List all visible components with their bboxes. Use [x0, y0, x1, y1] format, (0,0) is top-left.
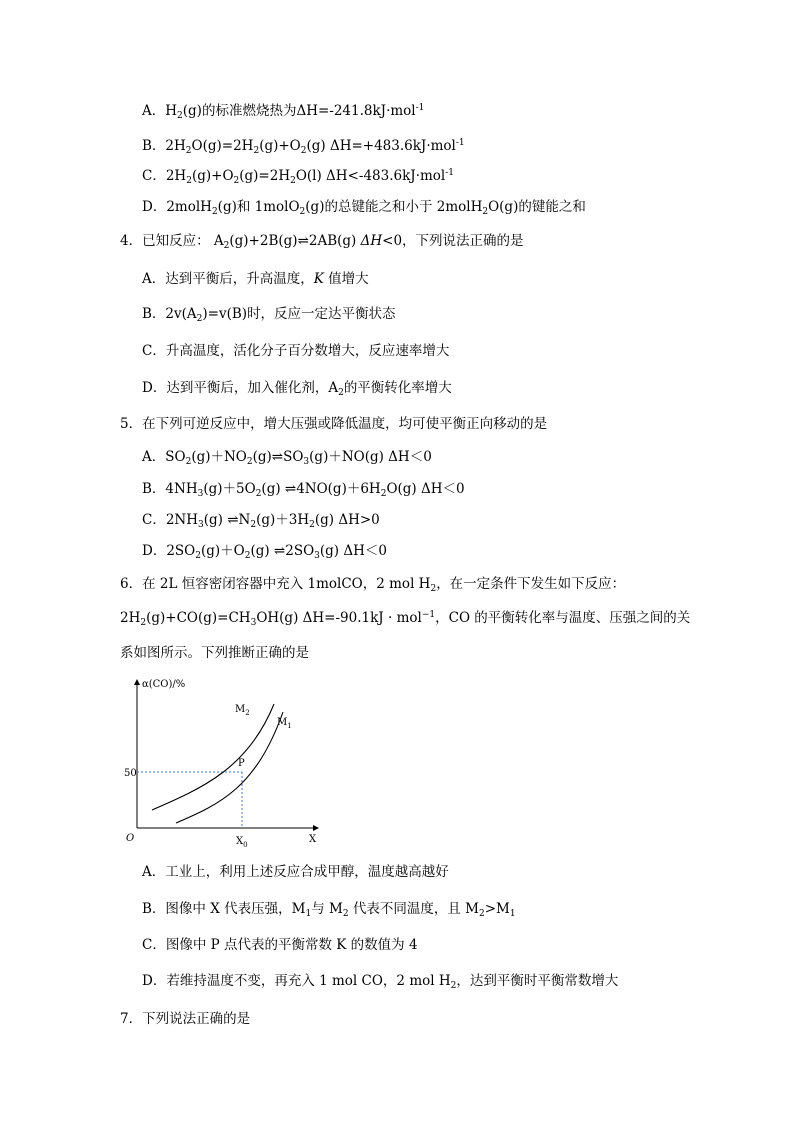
origin-label: O: [126, 833, 135, 844]
q3-option-a: A．$H_2(g)$的标准燃烧热为ΔH=-241.8kJ·mol$^{-1}$: [142, 103, 425, 121]
q4-option-c: C．升高温度，活化分子百分数增大，反应速率增大: [142, 343, 450, 359]
q4-option-a: A．达到平衡后，升高温度，K 值增大: [142, 271, 369, 287]
q6-stem-line3: 系如图所示。下列推断正确的是: [120, 645, 309, 661]
point-p-label: P: [238, 758, 245, 769]
q6-option-c: C．图像中 P 点代表的平衡常数 K 的数值为 4: [142, 937, 418, 953]
m1-label: $M_1$: [277, 717, 292, 730]
y-value-50: 50: [124, 768, 137, 779]
q3-option-c: C．$2H_2(g)+O_2(g)=2H_2O(l)$ ΔH<-483.6kJ·mol$^{-1}$: [142, 168, 455, 186]
q7-stem: 7．下列说法正确的是: [120, 1011, 251, 1027]
curve-m2: [152, 704, 274, 810]
m2-label: $M_2$: [235, 704, 250, 717]
x0-label: $X_0$: [236, 836, 248, 849]
q6-equation: $2H_2(g)+CO(g)=CH_3OH(g)$: [120, 610, 299, 628]
q5-option-a: A．$SO_2(g)+NO_2(g)\rightleftharpoons SO_3(g)+NO(g)$ ΔH＜0: [142, 449, 432, 467]
q6-stem-line1: 6．在 2L 恒容密闭容器中充入 1molCO，2 mol $H_2$，在一定条件下发生如下反应：: [120, 576, 626, 594]
q4-option-b: B．$2v(A_2)=v(B)$时，反应一定达平衡状态: [142, 306, 396, 324]
conversion-graph: [124, 676, 328, 852]
q4-option-d: D．达到平衡后，加入催化剂，$A_2$的平衡转化率增大: [142, 380, 452, 398]
y-axis-label: α(CO)/%: [142, 679, 186, 690]
q6-option-a: A．工业上，利用上述反应合成甲醇，温度越高越好: [142, 864, 449, 880]
q6-option-d: D．若维持温度不变，再充入 1 mol CO，2 mol $H_2$，达到平衡时平衡常数增大: [142, 973, 619, 991]
q3-option-d: D．2molH$_2$(g)和 1molO$_2$(g)的总键能之和小于 2molH$_2$O(g)的键能之和: [142, 199, 586, 217]
q6-option-b: B．图像中 X 代表压强，$M_1$与 $M_2$ 代表不同温度，且 $M_2>M_1$: [142, 901, 516, 919]
q5-stem: 5．在下列可逆反应中，增大压强或降低温度，均可使平衡正向移动的是: [120, 416, 548, 432]
q4-stem: 4．已知反应： $A_2(g)+2B(g)\rightleftharpoons 2AB(g)$ ΔH<0，下列说法正确的是: [120, 233, 524, 251]
q5-option-d: D．$2SO_2(g)+O_2(g)$ $\rightleftharpoons 2SO_3(g)$ ΔH＜0: [142, 543, 387, 561]
equilibrium-arrow-icon: ⇌: [297, 233, 309, 249]
q6-stem-line2: $2H_2(g)+CO(g)=CH_3OH(g) \Delta H=-90.1kJ \cdot mol^{-1}$，CO 的平衡转化率与温度、压强之间的关: [120, 610, 691, 628]
q5-option-b: B．$4NH_3(g)+5O_2(g)$ $\rightleftharpoons 4NO(g)+6H_2O(g)$ ΔH＜0: [142, 481, 465, 499]
x-axis-label: X: [309, 834, 317, 845]
q3-option-b: B．$2H_2O(g)=2H_2(g)+O_2(g)$ ΔH=+483.6kJ·mol$^{-1}$: [142, 138, 465, 156]
q4-equation: $A_2(g)+2B(g)\rightleftharpoons 2AB(g)$: [213, 233, 357, 251]
q5-option-c: C．$2NH_3(g)$ $\rightleftharpoons N_2(g)+3H_2(g)$ ΔH>0: [142, 512, 380, 530]
